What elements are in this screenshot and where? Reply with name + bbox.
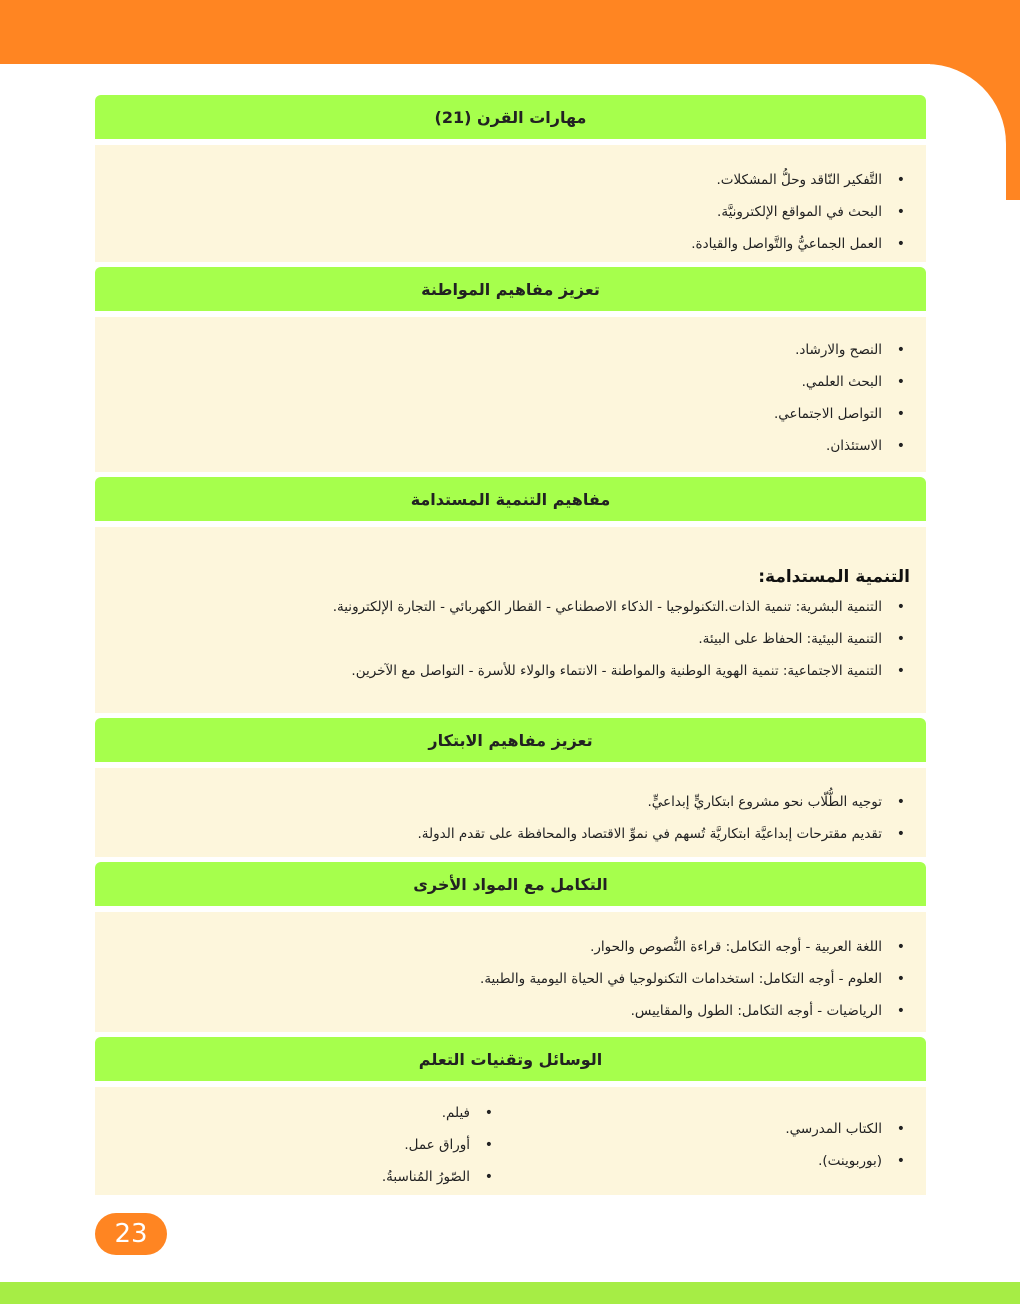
subheading: التنمية المستدامة: xyxy=(758,567,910,587)
section-sustainable-development xyxy=(95,477,926,713)
section-integration xyxy=(95,862,926,1032)
list-item: • أوراق عمل. xyxy=(214,1129,514,1161)
section-title: تعزيز مفاهيم المواطنة xyxy=(95,267,926,311)
page-number: 23 xyxy=(95,1213,167,1255)
list-item: • التَّفكير النّاقد وحلُّ المشكلات. xyxy=(95,164,926,196)
section-title: الوسائل وتقنيات التعلم xyxy=(95,1037,926,1081)
list-item: • الكتاب المدرسي. xyxy=(514,1113,926,1145)
section-innovation xyxy=(95,718,926,857)
list-item: • التواصل الاجتماعي. xyxy=(95,398,926,430)
bullet-list xyxy=(214,1097,514,1193)
list-item: • التنمية الاجتماعية: تنمية الهوية الوطنية والمواطنة - الانتماء والولاء للأسرة - التواصل مع الآخرين. xyxy=(95,655,926,687)
section-title: مهارات القرن (21) xyxy=(95,95,926,139)
section-body xyxy=(95,768,926,857)
tools-column-left xyxy=(214,1097,514,1193)
list-item: • التنمية البشرية: تنمية الذات.التكنولوجيا - الذكاء الاصطناعي - القطار الكهربائي - التجارة الإلكترونية. xyxy=(95,591,926,623)
tools-column-right xyxy=(514,1097,926,1193)
bullet-list xyxy=(95,786,926,850)
bullet-list xyxy=(95,334,926,462)
list-item: • الصّورُ المُناسبةُ. xyxy=(214,1161,514,1193)
section-body xyxy=(95,145,926,262)
top-orange-band xyxy=(0,0,1020,64)
list-item: • النصح والارشاد. xyxy=(95,334,926,366)
list-item: • اللغة العربية - أوجه التكامل: قراءة النُّصوص والحوار. xyxy=(95,931,926,963)
section-title: التكامل مع المواد الأخرى xyxy=(95,862,926,906)
section-title: تعزيز مفاهيم الابتكار xyxy=(95,718,926,762)
section-body xyxy=(95,317,926,472)
section-body xyxy=(95,527,926,713)
list-item: • البحث في المواقع الإلكترونيَّة. xyxy=(95,196,926,228)
tools-columns xyxy=(95,1097,926,1193)
list-item: • (بوربوينت). xyxy=(514,1145,926,1177)
list-item: • فيلم. xyxy=(214,1097,514,1129)
list-item: • العمل الجماعيُّ والتَّواصل والقيادة. xyxy=(95,228,926,260)
bullet-list xyxy=(95,164,926,260)
list-item: • البحث العلمي. xyxy=(95,366,926,398)
bullet-list xyxy=(95,591,926,687)
list-item: • تقديم مقترحات إبداعيَّة ابتكاريَّة تُسهم في نموِّ الاقتصاد والمحافظة على تقدم الدولة. xyxy=(95,818,926,850)
section-title: مفاهيم التنمية المستدامة xyxy=(95,477,926,521)
list-item: • العلوم - أوجه التكامل: استخدامات التكنولوجيا في الحياة اليومية والطبية. xyxy=(95,963,926,995)
list-item: • الرياضيات - أوجه التكامل: الطول والمقاييس. xyxy=(95,995,926,1027)
section-body xyxy=(95,1087,926,1195)
bullet-list xyxy=(514,1113,926,1177)
list-item: • توجيه الطُّلّاب نحو مشروع ابتكاريٍّ إبداعيٍّ. xyxy=(95,786,926,818)
section-body xyxy=(95,912,926,1032)
bullet-list xyxy=(95,931,926,1027)
section-learning-tools xyxy=(95,1037,926,1195)
bottom-green-band xyxy=(0,1282,1020,1304)
section-citizenship xyxy=(95,267,926,472)
list-item: • التنمية البيئية: الحفاظ على البيئة. xyxy=(95,623,926,655)
section-21st-century-skills xyxy=(95,95,926,262)
list-item: • الاستئذان. xyxy=(95,430,926,462)
